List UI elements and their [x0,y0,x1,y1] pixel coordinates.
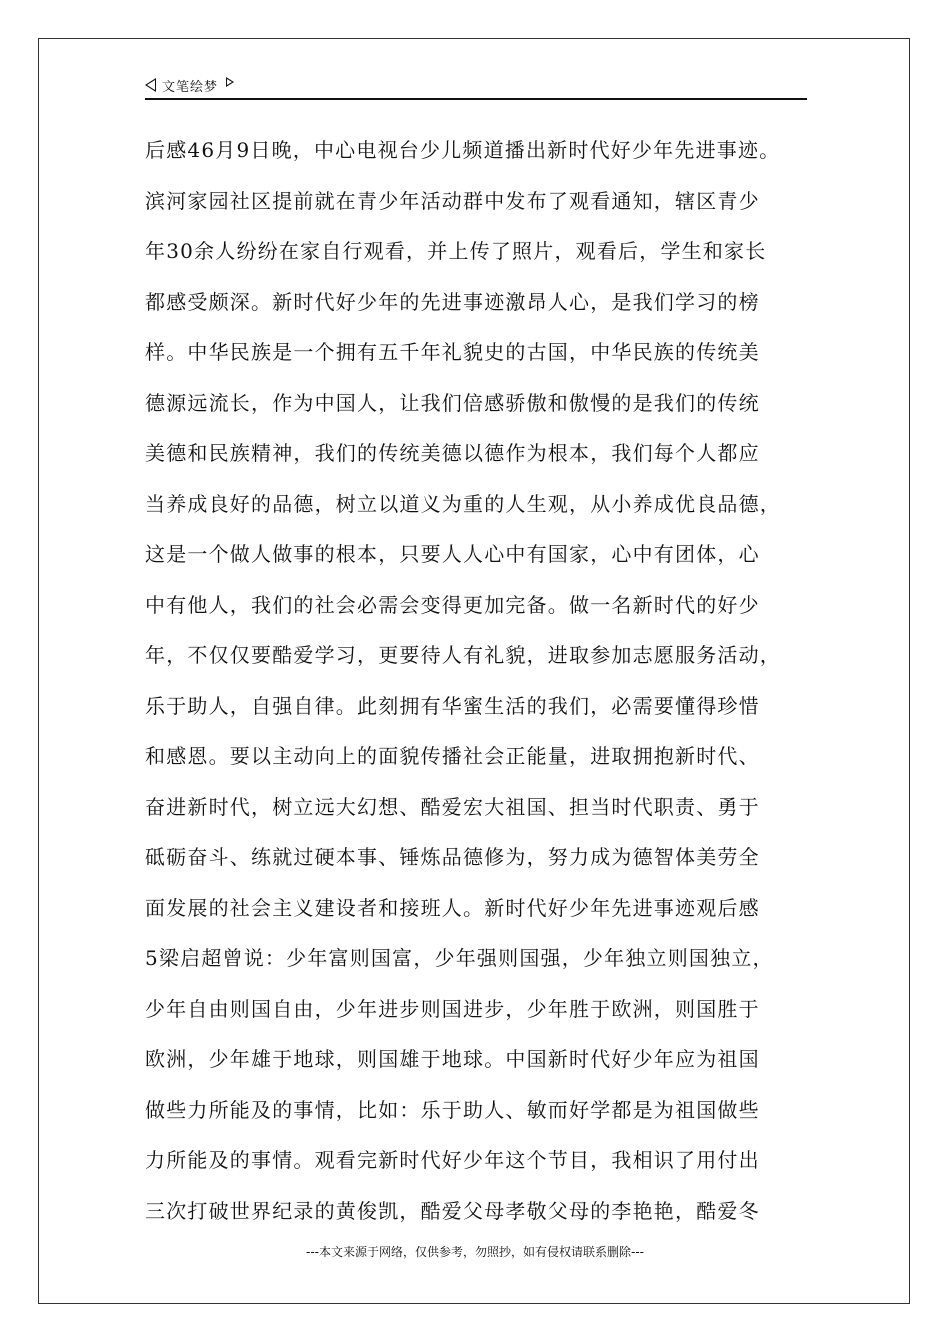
body-line: 5梁启超曾说：少年富则国富，少年强则国强，少年独立则国独立， [145,946,774,970]
page-header [145,72,807,100]
body-line: 做些力所能及的事情，比如：乐于助人、敏而好学都是为祖国做些 [145,1097,760,1122]
body-line: 后感46月9日晚，中心电视台少儿频道播出新时代好少年先进事迹。 [145,138,781,162]
body-line: 欧洲，少年雄于地球，则国雄于地球。中国新时代好少年应为祖国 [145,1047,760,1071]
body-line: 美德和民族精神，我们的传统美德以德作为根本，我们每个人都应 [145,441,760,465]
body-line: 滨河家园社区提前就在青少年活动群中发布了观看通知，辖区青少 [145,188,760,213]
body-line: 和感恩。要以主动向上的面貌传播社会正能量，进取拥抱新时代、 [145,744,760,768]
body-line: 样。中华民族是一个拥有五千年礼貌史的古国，中华民族的传统美 [145,340,760,364]
body-line: 奋进新时代，树立远大幻想、酷爱宏大祖国、担当时代职责、勇于 [145,794,760,819]
triangle-left-icon [145,78,156,92]
body-line: 中有他人，我们的社会必需会变得更加完备。做一名新时代的好少 [145,592,760,617]
body-line: 年，不仅仅要酷爱学习，更要待人有礼貌，进取参加志愿服务活动， [145,643,781,667]
body-line: 砥砺奋斗、练就过硬本事、锤炼品德修为，努力成为德智体美劳全 [145,845,760,869]
body-line: 这是一个做人做事的根本，只要人人心中有国家，心中有团体，心 [145,542,760,566]
body-line: 都感受颇深。新时代好少年的先进事迹激昂人心，是我们学习的榜 [145,289,760,314]
body-line: 三次打破世界纪录的黄俊凯，酷爱父母孝敬父母的李艳艳，酷爱冬 [145,1198,760,1223]
body-line: 当养成良好的品德，树立以道义为重的人生观，从小养成优良品德， [145,491,781,516]
triangle-right-icon [226,77,234,87]
body-line: 力所能及的事情。观看完新时代好少年这个节目，我相识了用付出 [145,1148,760,1172]
body-line: 面发展的社会主义建设者和接班人。新时代好少年先进事迹观后感 [145,895,760,920]
header-title: 文笔绘梦 [162,79,219,95]
footer-disclaimer: ---本文来源于网络，仅供参考，勿照抄，如有侵权请联系删除--- [306,1245,644,1259]
body-line: 年30余人纷纷在家自行观看，并上传了照片，观看后，学生和家长 [145,239,767,263]
document-body [145,130,825,1241]
body-line: 乐于助人，自强自律。此刻拥有华蜜生活的我们，必需要懂得珍惜 [145,693,760,718]
body-line: 少年自由则国自由，少年进步则国进步，少年胜于欧洲，则国胜于 [145,996,760,1021]
body-line: 德源远流长，作为中国人，让我们倍感骄傲和傲慢的是我们的传统 [145,390,760,415]
